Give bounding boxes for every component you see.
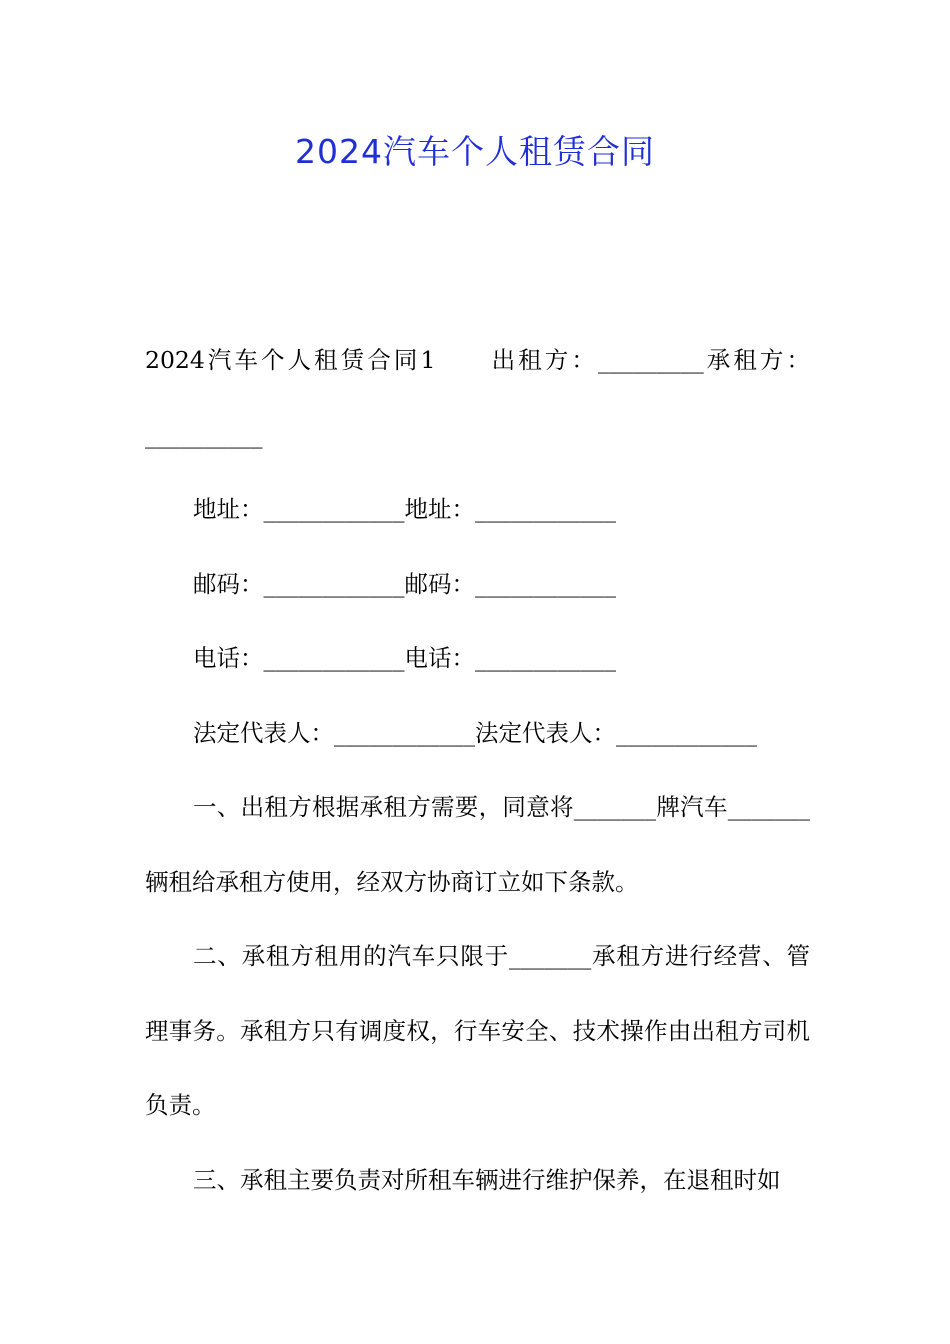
clause-two: 二、承租方租用的汽车只限于_______承租方进行经营、管理事务。承租方只有调度权，行车安全、技术操作由出租方司机负责。 [145,942,810,1119]
document-body [145,323,810,1217]
contract-heading-paragraph: 2024汽车个人租赁合同1 出租方：_________承租方：__________ [145,346,810,449]
address-line: 地址：____________地址：____________ [193,495,616,523]
clause-one: 一、出租方根据承租方需要，同意将_______牌汽车_______辆租给承租方使用，经双方协商订立如下条款。 [145,793,810,896]
postcode-line: 邮码：____________邮码：____________ [193,569,616,598]
phone-line: 电话：____________电话：____________ [193,644,616,672]
clause-three: 三、承租主要负责对所租车辆进行维护保养，在退租时如 [193,1165,781,1194]
document-title: 2024汽车个人租赁合同 [295,132,655,171]
legal-representative-line: 法定代表人：____________法定代表人：____________ [193,718,757,747]
